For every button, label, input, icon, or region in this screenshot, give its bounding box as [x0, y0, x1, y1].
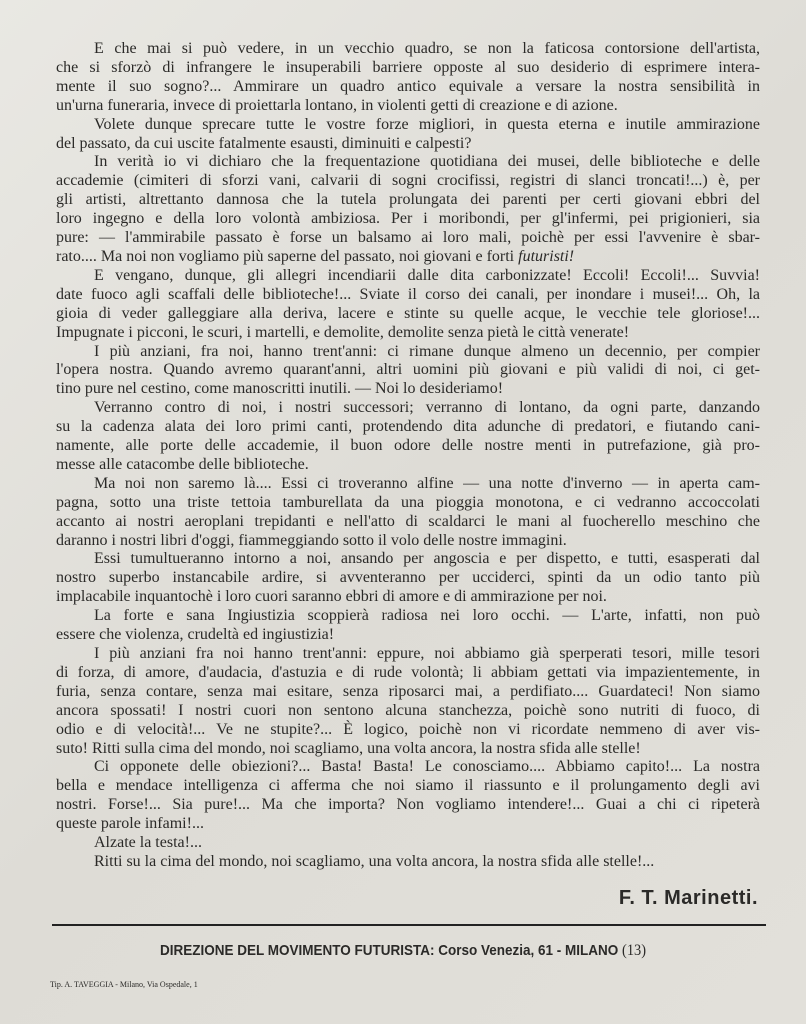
printer-imprint: Tip. A. TAVEGGIA - Milano, Via Ospedale, 1	[50, 980, 198, 989]
line-text: date fuoco agli scaffali delle biblioteche!... Sviate il corso dei canali, per inondare i musei!... Oh, la	[56, 285, 760, 303]
line-text: ancora spossati! I nostri cuori non sentono alcuna stanchezza, poichè sono nutriti di fuoco, di	[56, 701, 760, 719]
line-text: Impugnate i picconi, le scuri, i martelli, e demolite, demolite senza pietà le città venerate!	[56, 323, 630, 341]
line-text: queste parole infami!...	[56, 815, 204, 833]
line-text: essere che violenza, crudeltà ed ingiustizia!	[56, 626, 335, 644]
paragraph	[56, 834, 760, 853]
line-text: I più anziani fra noi hanno trent'anni: eppure, noi abbiamo già sperperati tesori, mille tesori	[94, 645, 760, 662]
line-text: La forte e sana Ingiustizia scoppierà radiosa nei loro occhi. — L'arte, infatti, non può	[94, 607, 760, 625]
text-line	[56, 664, 760, 683]
page-number: (13)	[622, 942, 647, 959]
line-text: daranno i nostri libri d'oggi, fiammeggiando sotto il volo delle nostre immagini.	[56, 531, 567, 549]
text-line	[56, 721, 760, 740]
paragraph	[56, 853, 760, 872]
text-line	[56, 172, 760, 191]
text-line	[56, 702, 760, 721]
line-text: pagna, sotto una triste tettoia tamburellata da una pioggia monotona, e ci vedranno accoccolati	[56, 493, 760, 511]
line-text: messe alle catacombe delle biblioteche.	[56, 455, 309, 473]
paragraph	[56, 267, 760, 343]
line-text: accademie (cimiteri di sforzi vani, calvarii di sogni crocifissi, registri di slanci troncati!...) è, per	[56, 172, 760, 190]
line-text: Alzate la testa!...	[94, 834, 202, 852]
line-text: gioia di veder galleggiare alla deriva, lacere e stinte su quelle acque, le vecchie tele gloriose!...	[56, 304, 760, 322]
text-line	[56, 550, 760, 569]
text-line	[56, 513, 760, 532]
text-line	[56, 135, 760, 154]
text-line	[56, 116, 760, 135]
line-text: loro ingegno e della loro volontà ambiziosa. Per i moribondi, per gl'infermi, pei prigionieri, sia	[56, 210, 760, 228]
line-text: implacabile inquantochè i loro cuori saranno ebbri di amore e di ammirazione per noi.	[56, 588, 607, 606]
text-line	[56, 569, 760, 588]
text-line	[56, 758, 760, 777]
line-text: pure: — l'ammirabile passato è forse un balsamo ai loro mali, poichè per essi l'avvenire è sbar-	[56, 229, 760, 247]
line-text: tino pure nel cestino, come manoscritti inutili. — Noi lo desideriamo!	[56, 380, 504, 398]
line-text: Ci opponete delle obiezioni?... Basta! Basta! Le conosciamo.... Abbiamo capito!... La nostra	[94, 758, 760, 776]
text-line	[56, 777, 760, 796]
text-line	[56, 267, 760, 286]
footer-city: MILANO	[565, 942, 619, 959]
text-line	[56, 532, 760, 551]
text-line	[56, 740, 760, 759]
text-line	[56, 361, 760, 380]
text-line	[56, 475, 760, 494]
text-line	[56, 40, 760, 59]
paragraph	[56, 153, 760, 266]
line-text: E che mai si può vedere, in un vecchio quadro, se non la faticosa contorsione dell'artista,	[94, 40, 760, 57]
line-text: nostri. Forse!... Sia pure!... Ma che importa? Non vogliamo intendere!... Guai a chi ci ripeterà	[56, 796, 760, 814]
text-line	[56, 399, 760, 418]
line-text: odio e di velocità!... Ve ne stupite?... È logico, poichè non vi ricordate nemmeno di aver vis-	[56, 720, 760, 738]
text-line	[56, 456, 760, 475]
line-text: E vengano, dunque, gli allegri incendiarii dalle dita carbonizzate! Eccoli! Eccoli!... Suvvia!	[94, 266, 760, 284]
line-text: un'urna funeraria, invece di proiettarla lontano, in violenti getti di creazione e di azione.	[56, 96, 618, 114]
paragraph	[56, 645, 760, 758]
text-line	[56, 78, 760, 97]
line-text: del passato, da cui uscite fatalmente esausti, diminuiti e calpesti?	[56, 134, 472, 152]
text-line	[56, 796, 760, 815]
text-line	[56, 494, 760, 513]
text-line	[56, 380, 760, 399]
paragraph	[56, 475, 760, 551]
text-line	[56, 191, 760, 210]
text-line	[56, 248, 760, 267]
line-text: su la cadenza alata dei loro primi canti, protendendo dita adunche di predatori, e fiutando cani-	[56, 418, 760, 436]
line-text: Ma noi non saremo là.... Essi ci troveranno alfine — una notte d'inverno — in aperta cam-	[94, 474, 760, 492]
italic-emphasis: futuristi!	[518, 247, 575, 265]
footer-street: Corso Venezia, 61 -	[438, 942, 562, 959]
line-text: I più anziani, fra noi, hanno trent'anni: ci rimane dunque almeno un decennio, per compier	[94, 342, 760, 360]
text-line	[56, 229, 760, 248]
text-line	[56, 305, 760, 324]
line-text: che si sforzò di infrangere le insuperabili barriere opposte al suo desiderio di esprimere intera-	[56, 58, 760, 76]
manifesto-body	[56, 40, 760, 872]
line-text: suto! Ritti sulla cima del mondo, noi scagliamo, una volta ancora, la nostra sfida alle stelle!	[56, 739, 641, 757]
text-line	[56, 683, 760, 702]
line-text: di forza, di amore, d'audacia, d'astuzia e di rude volontà; li abbiam gettati via impazientemente, in	[56, 663, 760, 681]
paragraph	[56, 343, 760, 400]
line-text: nostro superbo instancabile ardire, si avventeranno per ucciderci, spinti da un odio tanto più	[56, 569, 760, 587]
line-text: l'opera nostra. Quando avremo quarant'anni, altri uomini più giovani e più validi di noi, ci get-	[56, 361, 760, 379]
text-line	[56, 97, 760, 116]
text-line	[56, 418, 760, 437]
line-text: namente, alle porte delle accademie, il buon odore delle nostre menti in putrefazione, già pro-	[56, 437, 760, 455]
text-line	[56, 853, 760, 872]
line-text: bella e mendace intelligenza ci afferma che noi siamo il riassunto e il prolungamento degli avi	[56, 777, 760, 795]
footer-org: DIREZIONE DEL MOVIMENTO FUTURISTA:	[159, 942, 435, 959]
paragraph	[56, 399, 760, 475]
line-text: Volete dunque sprecare tutte le vostre forze migliori, in questa eterna e inutile ammirazione	[94, 115, 760, 133]
footer-address	[40, 942, 765, 960]
line-text: furia, senza contare, senza mai esitare, senza riposarci mai, a perdifiato.... Guardateci! Non siamo	[56, 682, 760, 700]
text-line	[56, 834, 760, 853]
paragraph	[56, 40, 760, 116]
line-text: gli artisti, altrettanto dannosa che la tutela prolungata dei parenti per certi giovani ebbri del	[56, 191, 760, 209]
line-text: In verità io vi dichiaro che la frequentazione quotidiana dei musei, delle biblioteche e delle	[94, 153, 760, 171]
text-line	[56, 815, 760, 834]
paragraph	[56, 116, 760, 154]
line-text: mente il suo sogno?... Ammirare un quadro antico equivale a versare la nostra sensibilità in	[56, 77, 760, 95]
line-text: accanto ai nostri aeroplani trepidanti e nell'atto di scaldarci le mani al fuocherello meschino che	[56, 512, 760, 530]
text-line	[56, 645, 760, 664]
paragraph	[56, 758, 760, 834]
line-text: rato.... Ma noi non vogliamo più saperne del passato, noi giovani e forti	[56, 247, 515, 265]
text-line	[56, 437, 760, 456]
text-line	[56, 343, 760, 362]
paragraph	[56, 607, 760, 645]
text-line	[56, 210, 760, 229]
text-line	[56, 59, 760, 78]
line-text: Verranno contro di noi, i nostri successori; verranno di lontano, da ogni parte, danzando	[94, 399, 760, 417]
text-line	[56, 588, 760, 607]
line-text: Essi tumultueranno intorno a noi, ansando per angoscia e per dispetto, e tutti, esasperati dal	[94, 550, 760, 568]
text-line	[56, 626, 760, 645]
paragraph	[56, 550, 760, 607]
text-line	[56, 286, 760, 305]
footer-divider	[52, 924, 766, 926]
line-text: Ritti su la cima del mondo, noi scagliamo, una volta ancora, la nostra sfida alle stelle!...	[94, 852, 655, 870]
text-line	[56, 153, 760, 172]
author-signature: F. T. Marinetti.	[618, 887, 758, 909]
text-line	[56, 607, 760, 626]
text-line	[56, 324, 760, 343]
